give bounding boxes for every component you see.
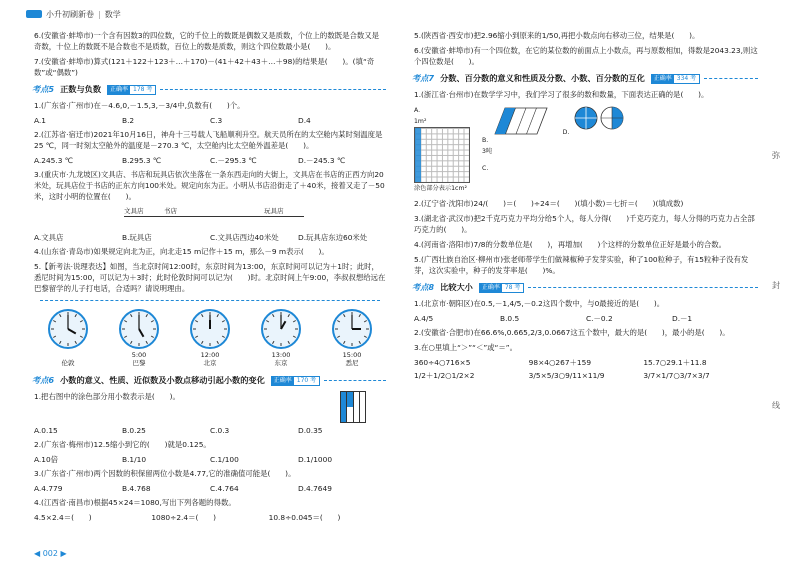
margin-note-3: 线	[772, 401, 780, 410]
compare-item: 3/7×1/7○3/7×3/7	[643, 371, 710, 380]
stationery-store-label: 文具店	[124, 207, 144, 215]
compare-item: 15.7○29.1＋11.8	[643, 358, 707, 367]
section-7-title: 分数、百分数的意义和性质及分数、小数、百分数的互化	[440, 73, 645, 83]
compare-item: 3/5×5/3○9/11×11/9	[528, 371, 605, 380]
clock-time: 5:00	[131, 351, 147, 359]
badge-count: 334 考	[676, 75, 697, 82]
s8-question-2: 2.(安徽省·合肥市)在66.6%,0.665,2/3,0.0667这五个数中，最大的是( )，最小的是( )。	[414, 328, 730, 337]
section-7-number: 考点7	[412, 73, 435, 83]
s7-q1-figures	[414, 104, 758, 194]
header-separator: |	[98, 9, 101, 19]
compare-row-1	[414, 357, 758, 368]
clock-city: 北京	[203, 359, 217, 367]
option-a: A.0.15	[34, 426, 58, 435]
option-a: A.1	[34, 116, 46, 125]
option-d: D.－245.3 ℃	[298, 156, 346, 165]
s8-question-3: 3.在○里填上“＞”“＜”或“＝”。	[414, 343, 517, 352]
s6-q3-options	[34, 483, 386, 494]
hundred-grid	[414, 127, 470, 183]
brand-title: 小升初刷新卷	[46, 9, 94, 19]
option-a: A.文具店	[34, 233, 64, 242]
clock-face-icon	[330, 307, 374, 351]
option-d: D.4	[298, 116, 311, 125]
section-5-number: 考点5	[32, 84, 55, 94]
clock-city: 巴黎	[132, 359, 146, 367]
option-c: C.3	[210, 116, 223, 125]
clock-city: 悉尼	[345, 359, 359, 367]
shaded-column	[415, 128, 421, 182]
bookstore-label: 书店	[164, 207, 177, 215]
calc-item-3: 10.8÷0.045＝( )	[268, 513, 341, 522]
option-b-label: B.	[482, 137, 489, 144]
s6-question-2: 2.(广东省·梅州市)12.5缩小到它的( )就是0.125。	[34, 440, 211, 449]
right-column	[414, 30, 758, 383]
option-d-figure	[563, 104, 632, 194]
circles-figure	[572, 104, 632, 134]
header-bar	[26, 8, 121, 20]
clock-4	[253, 307, 309, 367]
option-b: B.4.768	[122, 484, 151, 493]
compare-item: 1/2＋1/2○1/2×2	[414, 371, 475, 380]
s5-q1-options	[34, 115, 386, 126]
option-c: C.文具店西边40米处	[210, 233, 279, 242]
option-a: A.4.779	[34, 484, 63, 493]
badge-label: 正确率	[273, 376, 292, 384]
brand-logo-icon	[26, 10, 42, 18]
badge-count: 170 考	[296, 377, 317, 384]
clock-city: 伦敦	[61, 359, 75, 367]
s8-q1-options	[414, 313, 758, 324]
parallelogram-figure	[491, 104, 551, 142]
option-d: D.玩具店东边60米处	[298, 233, 368, 242]
tons-label: 3吨	[482, 148, 493, 155]
s7-question-2: 2.(辽宁省·沈阳市)24/( )＝( )÷24＝( )(填小数)＝七折＝( )(填成数)	[414, 199, 684, 208]
s5-question-5: 5.【新考法·说理表达】如图，当北京时间12:00时，东京时间为13:00，东京时间可以记为＋1时；此时，悉尼时间为15:00，可以记为＋3时；此时伦敦时间可以记为( )时。北京时间上午9:00，李叔叔想给远在巴黎留学的儿子打电话，合适吗？请说明理由。	[34, 262, 386, 293]
s6-q1-options	[34, 425, 386, 436]
compare-item: 360÷4○716×5	[414, 358, 471, 367]
clock-1	[40, 307, 96, 367]
s6-q4-items	[34, 512, 386, 523]
option-c-label: C.	[482, 165, 489, 172]
s6-question-3: 3.(广东省·广州市)两个因数的积保留两位小数是4.77,它的准确值可能是( )。	[34, 469, 296, 478]
section-divider	[324, 380, 386, 381]
section-divider	[160, 89, 386, 90]
option-b-figure	[482, 104, 551, 194]
s5-q2-options	[34, 155, 386, 166]
section-8-badge	[479, 283, 525, 293]
section-5-header	[32, 84, 386, 95]
option-a: A.245.3 ℃	[34, 156, 74, 165]
s7-question-3: 3.(湖北省·武汉市)把2千克巧克力平均分给5个人，每人分得( )千克巧克力，每人分得的巧克力占全部巧克力的( )。	[414, 214, 755, 234]
section-8-number: 考点8	[412, 282, 435, 292]
clock-time	[40, 351, 96, 359]
clock-3	[182, 307, 238, 367]
clock-city: 东京	[274, 359, 288, 367]
question-6: 6.(安徽省·蚌埠市)一个含有因数3的四位数，它的千位上的数既是偶数又是质数，个位上的数既是合数又是奇数，十位上的数既不是合数也不是质数，百位上的数是质数，则这个四位数最小是( )。	[34, 31, 380, 51]
clock-5	[324, 307, 380, 367]
page-number: ◀ 002 ▶	[34, 549, 67, 558]
page-number-value: 002	[42, 549, 58, 558]
s6-q2-options	[34, 454, 386, 465]
decimal-shaded-figure	[340, 391, 366, 423]
s6-question-4: 4.(江西省·南昌市)根据45×24＝1080,写出下列各题的得数。	[34, 498, 236, 507]
section-divider	[704, 78, 758, 79]
option-b: B.0.25	[122, 426, 146, 435]
option-d: D.4.7649	[298, 484, 332, 493]
s5-question-1: 1.(广东省·广州市)在－4.6,0,－1.5,3,－3/4中,负数有( )个。	[34, 101, 245, 110]
option-a-figure	[414, 104, 470, 194]
calc-item-2: 1080÷2.4＝( )	[151, 513, 217, 522]
section-7-header	[412, 73, 758, 84]
street-diagram	[124, 206, 304, 228]
clock-face-icon	[117, 307, 161, 351]
option-c: C.4.764	[210, 484, 239, 493]
option-d: D.－1	[672, 314, 693, 323]
option-b: B.0.5	[500, 314, 520, 323]
question-5: 5.(陕西省·西安市)把2.96缩小到原来的1/50,再把小数点向右移动三位，结果是( )。	[414, 31, 700, 40]
option-d-label: D.	[562, 129, 570, 136]
option-a: A.4/5	[414, 314, 434, 323]
s5-q3-options	[34, 232, 386, 243]
margin-note-1: 弥	[772, 151, 780, 160]
badge-label: 正确率	[110, 85, 129, 93]
clock-face-icon	[259, 307, 303, 351]
section-divider	[528, 287, 758, 288]
grid-area-label: 1m²	[414, 118, 427, 125]
option-c: C.－0.2	[586, 314, 613, 323]
clock-face-icon	[46, 307, 90, 351]
option-b: B.295.3 ℃	[122, 156, 162, 165]
badge-count: 78 考	[504, 284, 521, 291]
s5-question-2: 2.(江苏省·宿迁市)2021年10月16日，神舟十三号载人飞船顺利升空。航天员所在的太空舱内某时刻温度是25 ℃，同一时刻太空舱外的温度是－270.3 ℃，太空舱内比太空舱外温差是( )。	[34, 130, 383, 150]
section-6-title: 小数的意义、性质、近似数及小数点移动引起小数的变化	[60, 375, 265, 385]
option-a: A.10倍	[34, 455, 59, 464]
left-column	[34, 30, 386, 526]
empty-strip	[360, 392, 365, 422]
option-b: B.2	[122, 116, 135, 125]
option-c: C.0.3	[210, 426, 230, 435]
option-c: C.1/100	[210, 455, 239, 464]
option-a-label: A.	[414, 107, 421, 114]
section-5-badge	[107, 85, 156, 95]
section-8-title: 比较大小	[440, 282, 473, 292]
option-d: D.1/1000	[298, 455, 333, 464]
section-8-header	[412, 282, 758, 293]
question-7: 7.(安徽省·蚌埠市)算式(121＋122＋123＋…＋170)－(41＋42＋43＋…＋98)的结果是( )。(填“奇数”或“偶数”)	[34, 57, 375, 77]
option-c: C.－295.3 ℃	[210, 156, 257, 165]
option-d: D.0.35	[298, 426, 323, 435]
question-6: 6.(安徽省·蚌埠市)有一个四位数，在它的某位数的前面点上小数点，再与原数相加，得数是2043.23,则这个四位数是( )。	[414, 46, 758, 66]
section-6-badge	[271, 376, 320, 386]
section-7-badge	[651, 74, 700, 84]
clock-time: 12:00	[200, 351, 220, 359]
s8-question-1: 1.(北京市·朝阳区)在0.5,－1,4/5,－0.2这四个数中，与0最接近的是( )。	[414, 299, 665, 308]
s7-question-4: 4.(河南省·洛阳市)7/8的分数单位是( )，再增加( )个这样的分数单位正好是最小的合数。	[414, 240, 727, 249]
s5-question-3: 3.(重庆市·九龙坡区)文具店、书店和玩具店依次坐落在一条东西走向的大街上，文具店在书店的正西方向20米处，玩具店位于书店的正东方向100米处。规定向东为正。小明从书店沿街走了＋40米，接着又走了－50米，这时小明的位置在( )。	[34, 170, 385, 201]
toy-store-label: 玩具店	[264, 207, 284, 215]
s7-question-1: 1.(浙江省·台州市)在数学学习中，我们学习了很多的数和数量，下面表达正确的是( )。	[414, 90, 709, 99]
clock-face-icon	[188, 307, 232, 351]
s7-question-5: 5.(广西壮族自治区·柳州市)张老师带学生们做辣椒种子发芽实验，种了100粒种子，有15粒种子没有发芽，这次实验中，种子的发芽率是( )%。	[414, 255, 749, 275]
subject-label: 数学	[104, 9, 121, 19]
section-6-header	[32, 375, 386, 386]
section-6-number: 考点6	[32, 375, 55, 385]
s6-question-1: 1.把右图中的涂色部分用小数表示是( )。	[34, 392, 180, 401]
badge-label: 正确率	[481, 283, 500, 291]
badge-label: 正确率	[653, 74, 672, 82]
compare-item: 98×4○267＋159	[528, 358, 592, 367]
compare-row-2	[414, 370, 758, 381]
clock-row	[40, 300, 380, 367]
clock-time: 13:00	[271, 351, 291, 359]
s5-question-4: 4.(山东省·青岛市)如果规定向北为正，向北走15 m记作＋15 m，那么－9 m表示( )。	[34, 247, 329, 256]
section-5-title: 正数与负数	[60, 84, 102, 94]
clock-time: 15:00	[342, 351, 362, 359]
clock-2	[111, 307, 167, 367]
grid-caption: 涂色部分表示1cm²	[414, 185, 467, 192]
option-b: B.玩具店	[122, 233, 152, 242]
margin-note-2: 封	[772, 281, 780, 290]
option-b: B.1/10	[122, 455, 147, 464]
calc-item-1: 4.5×2.4＝( )	[34, 513, 92, 522]
badge-count: 178 考	[133, 86, 153, 93]
